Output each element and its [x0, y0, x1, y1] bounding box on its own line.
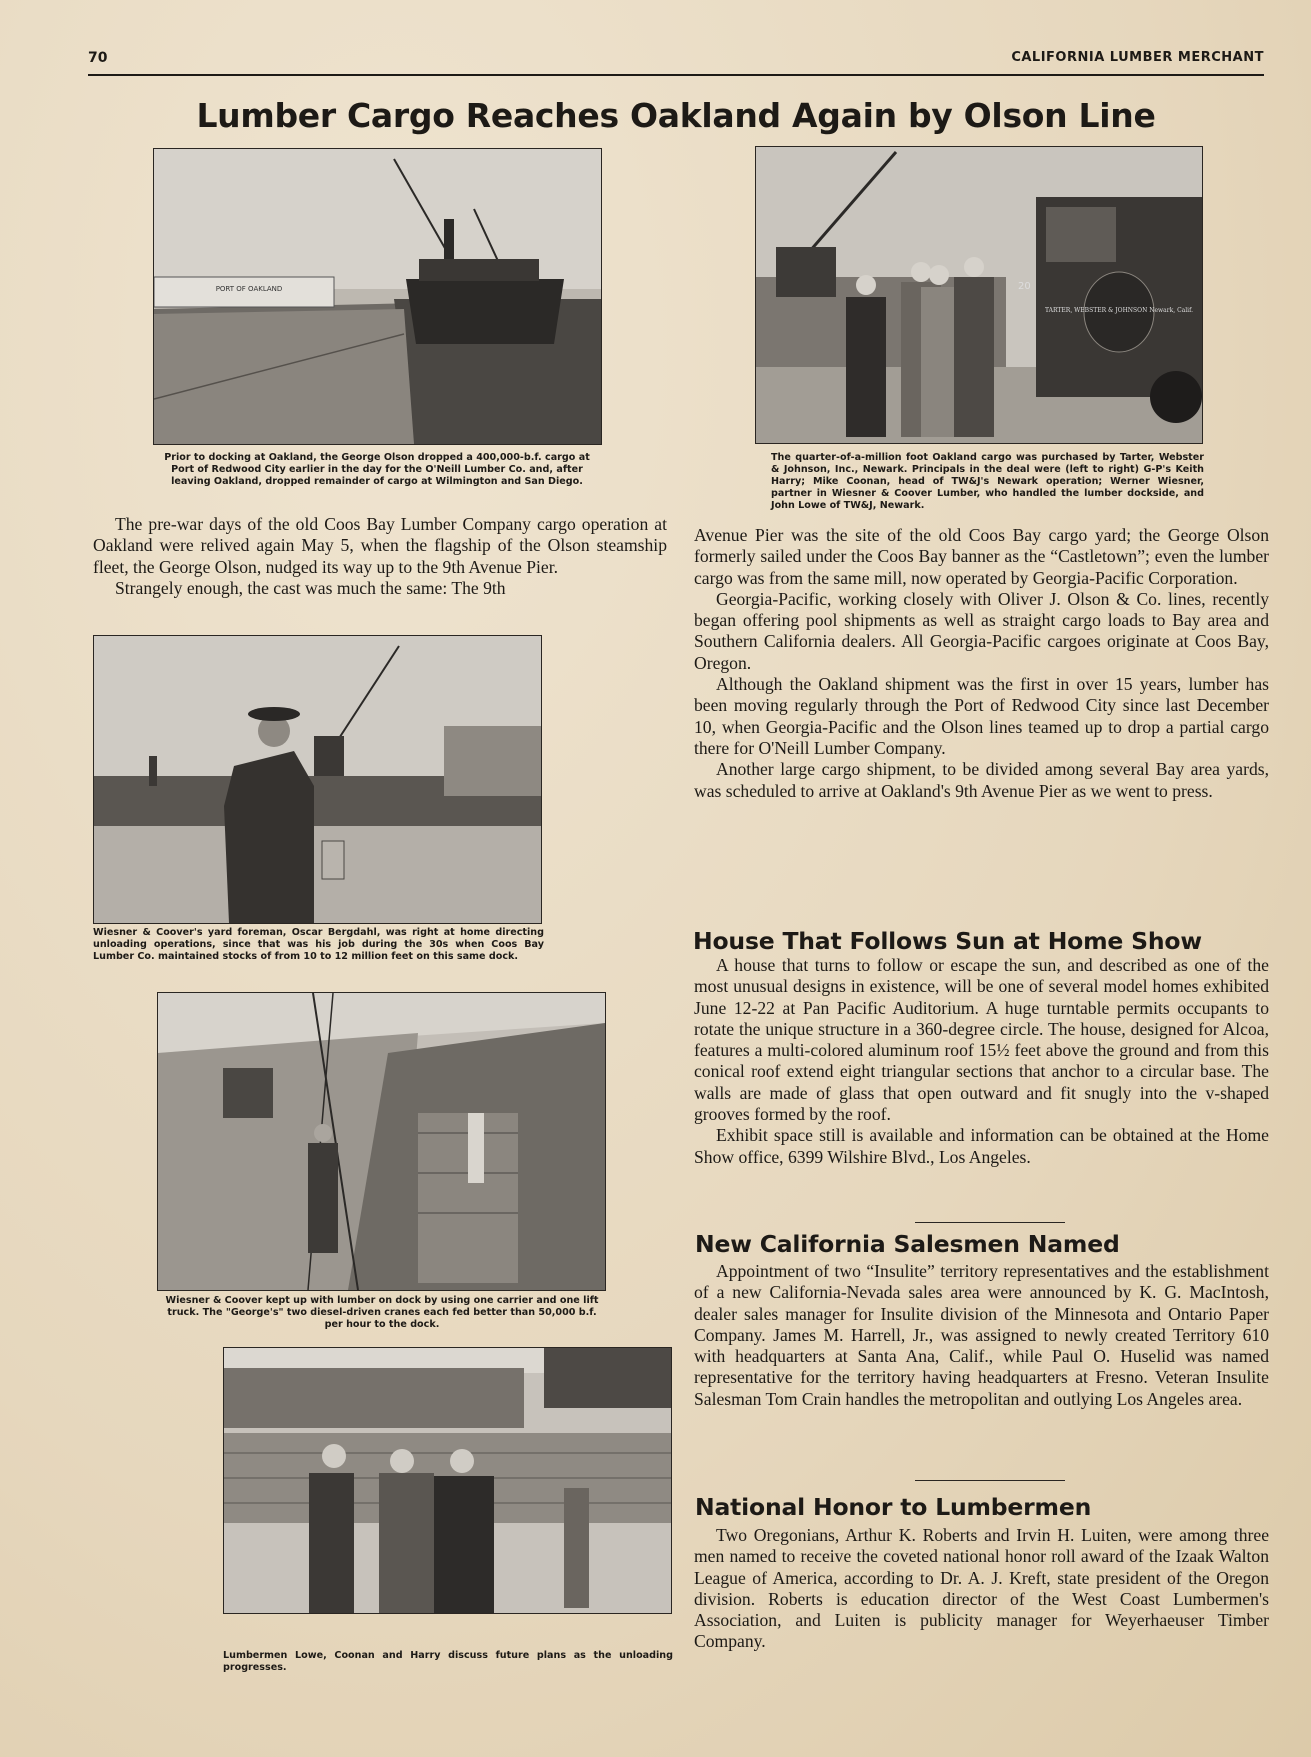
article-paragraph: Although the Oakland shipment was the first in over 15 years, lumber has been moving regularly through the Port of Redwood City since last December 10, when Georgia-Pacific and the Olson lines teamed up to drop a partial cargo there for O'Neill Lumber Company.: [694, 674, 1269, 758]
truck-door-lettering: TARTER, WEBSTER & JOHNSON Newark, Calif.: [1045, 307, 1193, 314]
caption-ship-at-dock: Prior to docking at Oakland, the George Olson dropped a 400,000-b.f. cargo at Port of Redwood City earlier in the day for the O'Neill Lumber Co. and, after leaving Oakland, dropped remainder of cargo at Wilmington and San Diego.: [164, 452, 590, 487]
article-right-column: [694, 525, 1269, 802]
page-number: 70: [88, 50, 108, 66]
truck-number: 20: [1018, 281, 1031, 292]
port-of-oakland-sign: PORT OF OAKLAND: [215, 285, 283, 293]
section-divider: [915, 1480, 1065, 1481]
article-paragraph: Another large cargo shipment, to be divided among several Bay area yards, was scheduled to arrive at Oakland's 9th Avenue Pier as we went to press.: [694, 759, 1269, 801]
publication-title: CALIFORNIA LUMBER MERCHANT: [1011, 50, 1264, 65]
article-paragraph: Georgia-Pacific, working closely with Oliver J. Olson & Co. lines, recently began offering pool shipments as well as straight cargo loads to Bay area and Southern California dealers. All Georgia-Pacific cargoes originate at Coos Bay, Oregon.: [694, 588, 1269, 673]
article-paragraph: Avenue Pier was the site of the old Coos Bay cargo yard; the George Olson formerly sailed under the Coos Bay banner as the “Castletown”; even the lumber cargo was from the same mill, now operated by Georgia-Pacific Corporation.: [694, 525, 1269, 588]
main-headline: Lumber Cargo Reaches Oakland Again by Olson Line: [196, 96, 1156, 135]
caption-lumbermen: Lumbermen Lowe, Coonan and Harry discuss future plans as the unloading progresses.: [223, 1650, 673, 1673]
article-paragraph: Two Oregonians, Arthur K. Roberts and Irvin H. Luiten, were among three men named to receive the coveted national honor roll award of the Izaak Walton League of America, according to Dr. A. J. Kreft, state president of the Oregon division. Roberts is education director of the West Coast Lumbermen's Association, and Luiten is publicity manager for Weyerhaeuser Timber Company.: [694, 1525, 1269, 1652]
article-house: [694, 955, 1269, 1168]
article-paragraph: Strangely enough, the cast was much the same: The 9th: [115, 577, 506, 598]
article-paragraph: The pre-war days of the old Coos Bay Lumber Company cargo operation at Oakland were relived again May 5, when the flagship of the Olson steamship fleet, the George Olson, nudged its way up to the 9th Avenue Pier.: [93, 514, 667, 577]
photo-foreman: [93, 635, 542, 924]
section-headline-honor: National Honor to Lumbermen: [695, 1493, 1092, 1521]
header-rule: [88, 74, 1264, 76]
article-paragraph: Appointment of two “Insulite” territory representatives and the establishment of a new California-Nevada sales area were announced by K. G. MacIntosh, dealer sales manager for Insulite division of the Minnesota and Ontario Paper Company. James M. Harrell, Jr., was assigned to newly created Territory 610 with headquarters at Santa Ana, Calif., while Paul O. Huselid was named representative for the territory having headquarters at Fresno. Veteran Insulite Salesman Tom Crain handles the metropolitan and outlying Los Angeles area.: [694, 1261, 1269, 1409]
caption-unloading-operations: Wiesner & Coover kept up with lumber on dock by using one carrier and one lift truck. The "George's" two diesel-driven cranes each fed better than 50,000 b.f. per hour to the dock.: [165, 1295, 599, 1330]
article-left-column: [93, 514, 667, 599]
photo-truck-group: [755, 146, 1203, 444]
article-paragraph: Exhibit space still is available and information can be obtained at the Home Show office, 6399 Wilshire Blvd., Los Angeles.: [694, 1125, 1269, 1167]
photo-unloading-operations: [157, 992, 606, 1291]
caption-foreman: Wiesner & Coover's yard foreman, Oscar Bergdahl, was right at home directing unloading operations, since that was his job during the 30s when Coos Bay Lumber Co. maintained stocks of from 10 to 12 million feet on this same dock.: [93, 927, 544, 962]
section-headline-house: House That Follows Sun at Home Show: [693, 927, 1202, 955]
article-salesmen: [694, 1261, 1269, 1410]
article-honor: [694, 1525, 1269, 1653]
section-divider: [915, 1222, 1065, 1223]
caption-truck-group: The quarter-of-a-million foot Oakland cargo was purchased by Tarter, Webster & Johnson, Inc., Newark. Principals in the deal were (left to right) G-P's Keith Harry; Mike Coonan, head of TW&J's Newark operation; Werner Wiesner, partner in Wiesner & Coover Lumber, who handled the lumber dockside, and John Lowe of TW&J, Newark.: [771, 452, 1204, 511]
photo-lumbermen: [223, 1347, 672, 1614]
section-headline-salesmen: New California Salesmen Named: [695, 1230, 1120, 1258]
photo-ship-at-dock: [153, 148, 602, 445]
article-paragraph: A house that turns to follow or escape the sun, and described as one of the most unusual designs in existence, will be one of several model homes exhibited June 12-22 at Pan Pacific Auditorium. A huge turntable permits occupants to rotate the unique structure in a 360-degree circle. The house, designed for Alcoa, features a multi-colored aluminum roof 15½ feet above the ground and from this conical roof extend eight triangular sections that anchor to a circular base. The walls are made of glass that open outward and fit snugly into the v-shaped grooves formed by the roof.: [694, 955, 1269, 1125]
